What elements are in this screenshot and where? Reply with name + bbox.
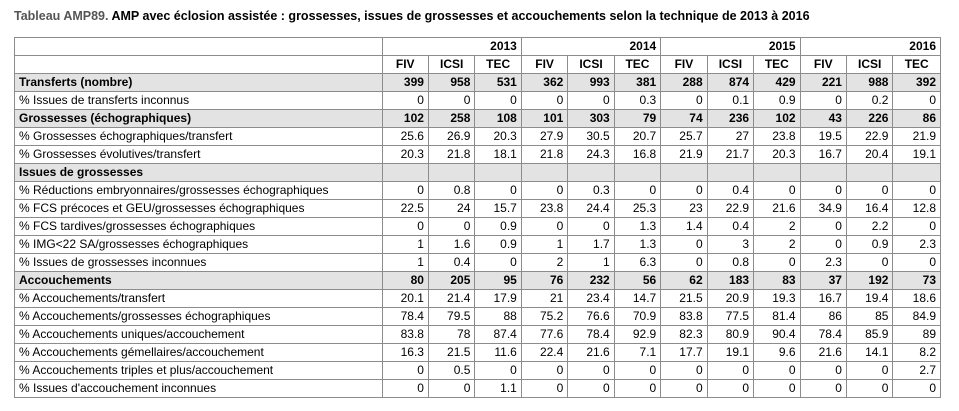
table-row — [15, 236, 941, 254]
table-cell: 20.3 — [382, 146, 428, 164]
table-cell: 16.7 — [800, 290, 846, 308]
table-row — [15, 326, 941, 344]
table-row — [15, 272, 941, 290]
table-cell: 399 — [382, 74, 428, 92]
table-cell: 82.3 — [661, 326, 707, 344]
table-cell: 79 — [614, 110, 660, 128]
table-cell: 86 — [800, 308, 846, 326]
table-cell: 19.1 — [893, 146, 941, 164]
table-cell: 0.3 — [568, 182, 614, 200]
table-cell: 27.9 — [521, 128, 567, 146]
table-cell: 24.4 — [568, 200, 614, 218]
year-header: 2016 — [800, 38, 940, 56]
row-label: % FCS précoces et GEU/grossesses échographiques — [15, 200, 383, 218]
table-row — [15, 380, 941, 398]
table-cell: 80 — [382, 272, 428, 290]
table-cell: 183 — [707, 272, 753, 290]
table-cell: 0.9 — [475, 236, 521, 254]
row-label: Issues de grossesses — [15, 164, 383, 182]
table-cell: 16.7 — [800, 146, 846, 164]
table-cell: 0 — [382, 380, 428, 398]
table-cell: 303 — [568, 110, 614, 128]
table-cell: 0 — [661, 254, 707, 272]
table-cell: 18.1 — [475, 146, 521, 164]
table-cell: 102 — [382, 110, 428, 128]
table-cell: 22.9 — [846, 128, 892, 146]
row-label: % FCS tardives/grossesses échographiques — [15, 218, 383, 236]
table-cell: 988 — [846, 74, 892, 92]
row-label: % IMG<22 SA/grossesses échographiques — [15, 236, 383, 254]
table-cell: 0 — [428, 92, 474, 110]
table-cell: 1.6 — [428, 236, 474, 254]
table-cell: 78.4 — [382, 308, 428, 326]
table-cell: 0.4 — [707, 182, 753, 200]
table-cell: 0 — [475, 254, 521, 272]
table-cell: 1.4 — [661, 218, 707, 236]
row-label: % Accouchements triples et plus/accouchement — [15, 362, 383, 380]
table-cell: 2.3 — [893, 236, 941, 254]
table-cell: 0 — [475, 92, 521, 110]
table-cell: 43 — [800, 110, 846, 128]
table-cell: 0 — [893, 380, 941, 398]
table-cell: 0 — [800, 218, 846, 236]
row-label: % Accouchements/transfert — [15, 290, 383, 308]
row-label: Accouchements — [15, 272, 383, 290]
table-cell: 24.3 — [568, 146, 614, 164]
table-cell: 2 — [521, 254, 567, 272]
table-cell: 874 — [707, 74, 753, 92]
technique-header: ICSI — [846, 56, 892, 74]
table-cell: 0 — [800, 362, 846, 380]
table-cell: 92.9 — [614, 326, 660, 344]
table-cell: 83.8 — [661, 308, 707, 326]
table-cell: 75.2 — [521, 308, 567, 326]
table-cell: 23.4 — [568, 290, 614, 308]
row-label: % Accouchements gémellaires/accouchement — [15, 344, 383, 362]
table-row — [15, 146, 941, 164]
table-cell: 0 — [893, 218, 941, 236]
table-cell: 0 — [754, 254, 800, 272]
table-cell: 1.1 — [475, 380, 521, 398]
table-cell: 288 — [661, 74, 707, 92]
table-cell: 0 — [800, 182, 846, 200]
table-row — [15, 254, 941, 272]
corner-cell — [15, 38, 383, 56]
table-row — [15, 200, 941, 218]
table-cell: 0 — [521, 182, 567, 200]
table-cell: 258 — [428, 110, 474, 128]
table-cell — [661, 164, 707, 182]
table-cell: 6.3 — [614, 254, 660, 272]
row-label: % Grossesses évolutives/transfert — [15, 146, 383, 164]
table-cell: 0 — [800, 380, 846, 398]
row-label: % Issues d'accouchement inconnues — [15, 380, 383, 398]
table-cell: 90.4 — [754, 326, 800, 344]
table-cell: 25.6 — [382, 128, 428, 146]
table-cell — [475, 164, 521, 182]
table-cell: 17.7 — [661, 344, 707, 362]
table-cell: 81.4 — [754, 308, 800, 326]
table-cell: 15.7 — [475, 200, 521, 218]
table-cell: 27 — [707, 128, 753, 146]
table-cell: 0 — [846, 182, 892, 200]
table-row — [15, 218, 941, 236]
table-cell: 0 — [568, 218, 614, 236]
table-cell: 0 — [707, 380, 753, 398]
year-header-row — [15, 38, 941, 56]
table-cell: 24 — [428, 200, 474, 218]
table-cell: 88 — [475, 308, 521, 326]
table-cell: 76 — [521, 272, 567, 290]
table-cell: 21.8 — [521, 146, 567, 164]
table-cell: 221 — [800, 74, 846, 92]
table-cell: 0.9 — [475, 218, 521, 236]
table-cell: 392 — [893, 74, 941, 92]
table-cell: 0 — [846, 380, 892, 398]
table-cell: 11.6 — [475, 344, 521, 362]
table-cell: 19.4 — [846, 290, 892, 308]
table-caption — [14, 9, 810, 23]
table-cell: 14.7 — [614, 290, 660, 308]
table-cell: 23 — [661, 200, 707, 218]
table-cell — [893, 164, 941, 182]
table-cell: 21.4 — [428, 290, 474, 308]
technique-header: TEC — [893, 56, 941, 74]
table-cell: 21.9 — [893, 128, 941, 146]
table-cell: 3 — [707, 236, 753, 254]
table-cell — [800, 164, 846, 182]
table-cell: 0 — [521, 218, 567, 236]
table-cell: 56 — [614, 272, 660, 290]
table-cell: 0.4 — [707, 218, 753, 236]
row-label: Grossesses (échographiques) — [15, 110, 383, 128]
table-title: AMP avec éclosion assistée : grossesses, issues de grossesses et accouchements selon la technique de 2013 à 2016 — [108, 9, 810, 23]
table-cell: 84.9 — [893, 308, 941, 326]
table-cell: 83 — [754, 272, 800, 290]
table-cell: 20.1 — [382, 290, 428, 308]
table-cell: 0 — [382, 218, 428, 236]
year-header: 2015 — [661, 38, 800, 56]
table-cell: 1 — [382, 236, 428, 254]
table-cell: 16.8 — [614, 146, 660, 164]
table-cell: 0 — [614, 182, 660, 200]
table-cell: 0.5 — [428, 362, 474, 380]
table-cell: 0 — [475, 362, 521, 380]
table-cell: 108 — [475, 110, 521, 128]
technique-header: FIV — [661, 56, 707, 74]
table-cell: 0 — [382, 92, 428, 110]
table-cell: 2.2 — [846, 218, 892, 236]
table-cell: 0 — [754, 362, 800, 380]
table-cell: 0 — [707, 362, 753, 380]
table-cell: 2 — [754, 218, 800, 236]
table-cell: 0 — [614, 380, 660, 398]
technique-header: TEC — [614, 56, 660, 74]
table-cell: 381 — [614, 74, 660, 92]
amp-table — [14, 37, 941, 398]
table-cell: 25.3 — [614, 200, 660, 218]
table-cell: 531 — [475, 74, 521, 92]
table-cell: 0 — [846, 362, 892, 380]
table-cell: 14.1 — [846, 344, 892, 362]
table-cell: 0.1 — [707, 92, 753, 110]
row-label: % Accouchements uniques/accouchement — [15, 326, 383, 344]
table-cell: 0 — [800, 236, 846, 254]
table-cell: 8.2 — [893, 344, 941, 362]
table-cell: 19.5 — [800, 128, 846, 146]
table-cell: 0 — [521, 92, 567, 110]
table-cell: 79.5 — [428, 308, 474, 326]
table-cell: 0 — [475, 182, 521, 200]
table-cell: 0 — [521, 362, 567, 380]
table-cell: 77.5 — [707, 308, 753, 326]
table-cell: 74 — [661, 110, 707, 128]
table-cell: 0 — [893, 182, 941, 200]
table-cell: 21.5 — [428, 344, 474, 362]
table-cell: 0 — [661, 380, 707, 398]
table-cell: 1 — [521, 236, 567, 254]
table-cell: 30.5 — [568, 128, 614, 146]
table-cell: 20.7 — [614, 128, 660, 146]
table-cell — [614, 164, 660, 182]
table-row — [15, 362, 941, 380]
table-row — [15, 344, 941, 362]
table-cell: 0 — [428, 380, 474, 398]
table-cell: 21.6 — [754, 200, 800, 218]
table-cell — [846, 164, 892, 182]
table-cell: 20.3 — [754, 146, 800, 164]
table-cell: 0 — [568, 362, 614, 380]
table-cell: 21.6 — [568, 344, 614, 362]
table-cell: 86 — [893, 110, 941, 128]
table-cell: 0 — [521, 380, 567, 398]
year-header: 2013 — [382, 38, 521, 56]
table-cell: 0.4 — [428, 254, 474, 272]
row-label: % Grossesses échographiques/transfert — [15, 128, 383, 146]
table-cell: 102 — [754, 110, 800, 128]
table-cell: 0 — [800, 92, 846, 110]
table-row — [15, 290, 941, 308]
table-row — [15, 308, 941, 326]
table-cell — [707, 164, 753, 182]
table-cell: 0 — [661, 92, 707, 110]
table-cell: 23.8 — [754, 128, 800, 146]
table-cell: 73 — [893, 272, 941, 290]
table-cell: 0.9 — [846, 236, 892, 254]
table-cell: 0 — [428, 218, 474, 236]
table-cell: 21.5 — [661, 290, 707, 308]
table-cell: 85.9 — [846, 326, 892, 344]
table-cell: 1.7 — [568, 236, 614, 254]
table-cell: 62 — [661, 272, 707, 290]
table-cell: 21.6 — [800, 344, 846, 362]
table-cell: 958 — [428, 74, 474, 92]
table-cell: 21.8 — [428, 146, 474, 164]
table-cell: 0.3 — [614, 92, 660, 110]
table-cell — [568, 164, 614, 182]
table-cell: 16.3 — [382, 344, 428, 362]
table-cell: 78 — [428, 326, 474, 344]
table-cell: 0.8 — [707, 254, 753, 272]
table-cell: 25.7 — [661, 128, 707, 146]
table-row — [15, 182, 941, 200]
row-label: % Réductions embryonnaires/grossesses échographiques — [15, 182, 383, 200]
table-cell: 1 — [568, 254, 614, 272]
table-cell: 19.3 — [754, 290, 800, 308]
row-label: % Issues de transferts inconnus — [15, 92, 383, 110]
table-cell: 2.7 — [893, 362, 941, 380]
technique-header: TEC — [475, 56, 521, 74]
table-cell: 85 — [846, 308, 892, 326]
table-cell: 0 — [846, 254, 892, 272]
table-cell: 362 — [521, 74, 567, 92]
table-cell: 0.2 — [846, 92, 892, 110]
table-cell: 1 — [382, 254, 428, 272]
table-cell: 23.8 — [521, 200, 567, 218]
table-cell: 17.9 — [475, 290, 521, 308]
table-cell: 20.9 — [707, 290, 753, 308]
table-cell: 429 — [754, 74, 800, 92]
table-cell: 0 — [754, 182, 800, 200]
table-cell: 0 — [661, 362, 707, 380]
technique-header-row — [15, 56, 941, 74]
table-cell: 101 — [521, 110, 567, 128]
year-header: 2014 — [521, 38, 660, 56]
table-cell: 80.9 — [707, 326, 753, 344]
table-row — [15, 164, 941, 182]
table-cell — [382, 164, 428, 182]
table-cell: 0 — [614, 362, 660, 380]
table-cell: 232 — [568, 272, 614, 290]
table-cell: 22.5 — [382, 200, 428, 218]
table-cell: 89 — [893, 326, 941, 344]
table-cell: 21 — [521, 290, 567, 308]
technique-header: FIV — [382, 56, 428, 74]
table-cell: 78.4 — [800, 326, 846, 344]
table-cell: 0 — [568, 92, 614, 110]
table-cell: 0 — [754, 380, 800, 398]
table-cell: 192 — [846, 272, 892, 290]
table-cell: 0 — [661, 236, 707, 254]
technique-header: FIV — [800, 56, 846, 74]
row-label: % Accouchements/grossesses échographiques — [15, 308, 383, 326]
row-label: % Issues de grossesses inconnues — [15, 254, 383, 272]
table-row — [15, 74, 941, 92]
table-cell: 0.8 — [428, 182, 474, 200]
table-cell: 76.6 — [568, 308, 614, 326]
table-cell: 95 — [475, 272, 521, 290]
table-cell: 83.8 — [382, 326, 428, 344]
technique-header: FIV — [521, 56, 567, 74]
table-cell: 21.7 — [707, 146, 753, 164]
table-cell: 26.9 — [428, 128, 474, 146]
corner-cell — [15, 56, 383, 74]
table-cell — [754, 164, 800, 182]
table-row — [15, 128, 941, 146]
table-cell: 12.8 — [893, 200, 941, 218]
technique-header: TEC — [754, 56, 800, 74]
table-cell: 7.1 — [614, 344, 660, 362]
table-cell: 2.3 — [800, 254, 846, 272]
table-cell: 226 — [846, 110, 892, 128]
table-cell: 0 — [661, 182, 707, 200]
table-cell: 0 — [568, 380, 614, 398]
table-cell: 0 — [893, 254, 941, 272]
row-label: Transferts (nombre) — [15, 74, 383, 92]
table-cell: 19.1 — [707, 344, 753, 362]
table-cell: 1.3 — [614, 218, 660, 236]
table-cell: 22.4 — [521, 344, 567, 362]
table-cell: 21.9 — [661, 146, 707, 164]
table-code: Tableau AMP89. — [14, 9, 109, 23]
table-cell: 0.9 — [754, 92, 800, 110]
table-cell: 9.6 — [754, 344, 800, 362]
table-cell — [521, 164, 567, 182]
table-cell — [428, 164, 474, 182]
table-cell: 16.4 — [846, 200, 892, 218]
table-cell: 37 — [800, 272, 846, 290]
table-cell: 18.6 — [893, 290, 941, 308]
technique-header: ICSI — [428, 56, 474, 74]
table-cell: 0 — [382, 362, 428, 380]
table-cell: 70.9 — [614, 308, 660, 326]
table-cell: 993 — [568, 74, 614, 92]
table-cell: 2 — [754, 236, 800, 254]
table-row — [15, 92, 941, 110]
table-cell: 78.4 — [568, 326, 614, 344]
table-cell: 20.3 — [475, 128, 521, 146]
table-cell: 236 — [707, 110, 753, 128]
table-cell: 0 — [893, 92, 941, 110]
table-cell: 20.4 — [846, 146, 892, 164]
table-cell: 34.9 — [800, 200, 846, 218]
table-cell: 87.4 — [475, 326, 521, 344]
table-cell: 205 — [428, 272, 474, 290]
table-row — [15, 110, 941, 128]
table-cell: 77.6 — [521, 326, 567, 344]
technique-header: ICSI — [568, 56, 614, 74]
table-cell: 0 — [382, 182, 428, 200]
technique-header: ICSI — [707, 56, 753, 74]
table-cell: 1.3 — [614, 236, 660, 254]
table-cell: 22.9 — [707, 200, 753, 218]
